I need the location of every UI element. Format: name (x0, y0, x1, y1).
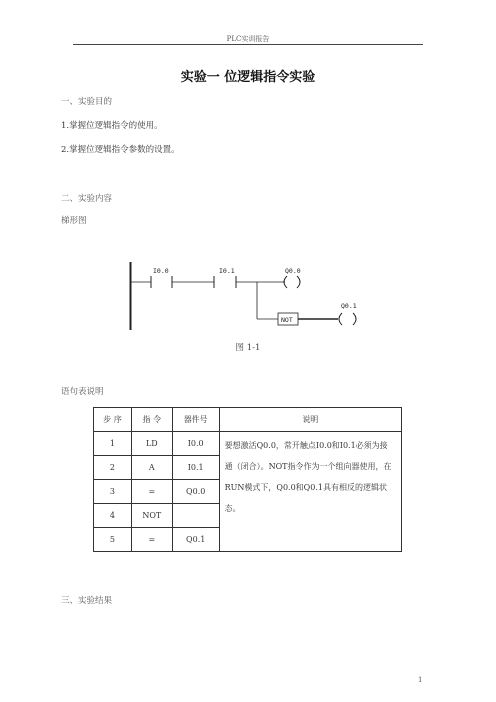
section3-heading: 三、实验结果 (61, 596, 113, 606)
page-number: 1 (418, 676, 423, 684)
cell-device (172, 504, 219, 528)
cell-step: 5 (94, 528, 132, 552)
figure-caption: 图 1-1 (235, 343, 261, 353)
ladder-label: 梯形图 (61, 216, 87, 226)
not-label: NOT (281, 316, 293, 324)
header-step: 步 序 (94, 408, 132, 432)
cell-instr: = (131, 480, 172, 504)
header-instr: 指 令 (131, 408, 172, 432)
cell-device: I0.1 (172, 456, 219, 480)
section1-item-1: 1.掌握位逻辑指令的使用。 (61, 121, 163, 131)
cell-device: Q0.0 (172, 480, 219, 504)
table-label: 语句表说明 (61, 387, 104, 397)
cell-instr: = (131, 528, 172, 552)
coil-q00-icon (284, 276, 287, 288)
contact-label-2: I0.1 (219, 267, 235, 275)
contact-label-1: I0.0 (153, 267, 169, 275)
cell-step: 1 (94, 432, 132, 456)
cell-device: Q0.1 (172, 528, 219, 552)
section1-heading: 一、实验目的 (61, 97, 113, 107)
coil-q01-icon (339, 313, 342, 325)
cell-step: 4 (94, 504, 132, 528)
statement-table (93, 407, 402, 552)
cell-step: 3 (94, 480, 132, 504)
cell-instr: NOT (131, 504, 172, 528)
cell-instr: LD (131, 432, 172, 456)
cell-device: I0.0 (172, 432, 219, 456)
coil-label-2: Q0.1 (341, 302, 357, 310)
page-header: PLC实训报告 (226, 35, 270, 43)
table-row (94, 432, 402, 456)
header-device: 器件号 (172, 408, 219, 432)
cell-description: 要想激活Q0.0，常开触点I0.0和I0.1必须为接通（闭合）。NOT指令作为一个组向器使用，在RUN模式下，Q0.0和Q0.1具有相反的逻辑状态。 (219, 432, 401, 552)
table-header-row (94, 408, 402, 432)
header-desc: 说明 (219, 408, 401, 432)
page-title: 实验一 位逻辑指令实验 (180, 70, 316, 85)
coil-label-1: Q0.0 (285, 267, 301, 275)
cell-step: 2 (94, 456, 132, 480)
section2-heading: 二、实验内容 (61, 194, 113, 204)
cell-instr: A (131, 456, 172, 480)
section1-item-2: 2.掌握位逻辑指令参数的设置。 (61, 145, 180, 155)
